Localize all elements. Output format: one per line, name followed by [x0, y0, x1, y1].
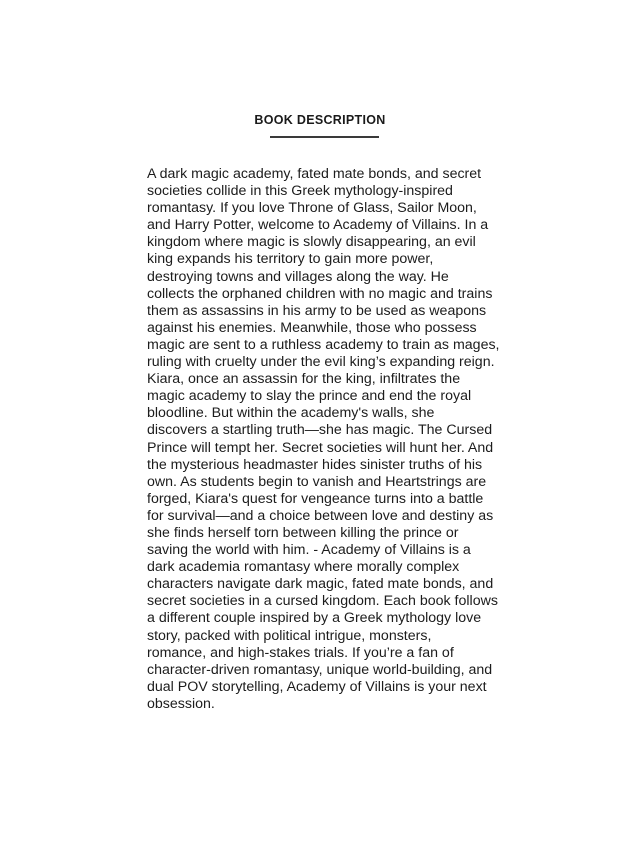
description-line: them as assassins in his army to be used as weapons [147, 302, 487, 319]
description-line: romantasy. If you love Throne of Glass, Sailor Moon, [147, 200, 477, 217]
book-description-text [147, 166, 507, 713]
description-line: the mysterious headmaster hides sinister truths of his [147, 456, 483, 473]
description-line: Kiara, once an assassin for the king, infiltrates the [147, 371, 461, 388]
description-line: secret societies in a cursed kingdom. Each book follows [147, 593, 498, 610]
description-line: kingdom where magic is slowly disappearing, an evil [147, 234, 476, 251]
description-line: story, packed with political intrigue, monsters, [147, 627, 432, 644]
title-underline-divider [270, 136, 379, 138]
description-line: romance, and high-stakes trials. If you’re a fan of [147, 644, 454, 661]
description-line: Prince will tempt her. Secret societies will hunt her. And [147, 439, 494, 456]
description-line: discovers a startling truth—she has magic. The Cursed [147, 422, 493, 439]
description-line: she finds herself torn between killing the prince or [147, 524, 459, 541]
description-line: a different couple inspired by a Greek mythology love [147, 610, 482, 627]
description-line: ruling with cruelty under the evil king’s expanding reign. [147, 354, 495, 371]
description-line: and Harry Potter, welcome to Academy of Villains. In a [147, 217, 489, 234]
description-line: magic academy to slay the prince and end the royal [147, 388, 472, 405]
description-line: dark academia romantasy where morally complex [147, 559, 460, 576]
description-line: obsession. [147, 695, 215, 712]
description-line: bloodline. But within the academy's walls, she [147, 405, 435, 422]
section-title: BOOK DESCRIPTION [254, 113, 386, 127]
description-line: collects the orphaned children with no magic and trains [147, 285, 493, 302]
description-line: against his enemies. Meanwhile, those who possess [147, 319, 477, 336]
description-line: forged, Kiara's quest for vengeance turns into a battle [147, 490, 484, 507]
description-line: for survival—and a choice between love and destiny as [147, 507, 494, 524]
description-line: destroying towns and villages along the way. He [147, 268, 449, 285]
description-line: characters navigate dark magic, fated mate bonds, and [147, 576, 494, 593]
description-line: own. As students begin to vanish and Heartstrings are [147, 473, 487, 490]
description-line: dual POV storytelling, Academy of Villains is your next [147, 678, 487, 695]
description-line: societies collide in this Greek mythology-inspired [147, 183, 453, 200]
description-line: king expands his territory to gain more power, [147, 251, 434, 268]
description-line: character-driven romantasy, unique world-building, and [147, 661, 493, 678]
description-line: magic are sent to a ruthless academy to train as mages, [147, 336, 500, 353]
description-line: A dark magic academy, fated mate bonds, and secret [147, 166, 482, 182]
description-line: saving the world with him. - Academy of Villains is a [147, 542, 471, 559]
